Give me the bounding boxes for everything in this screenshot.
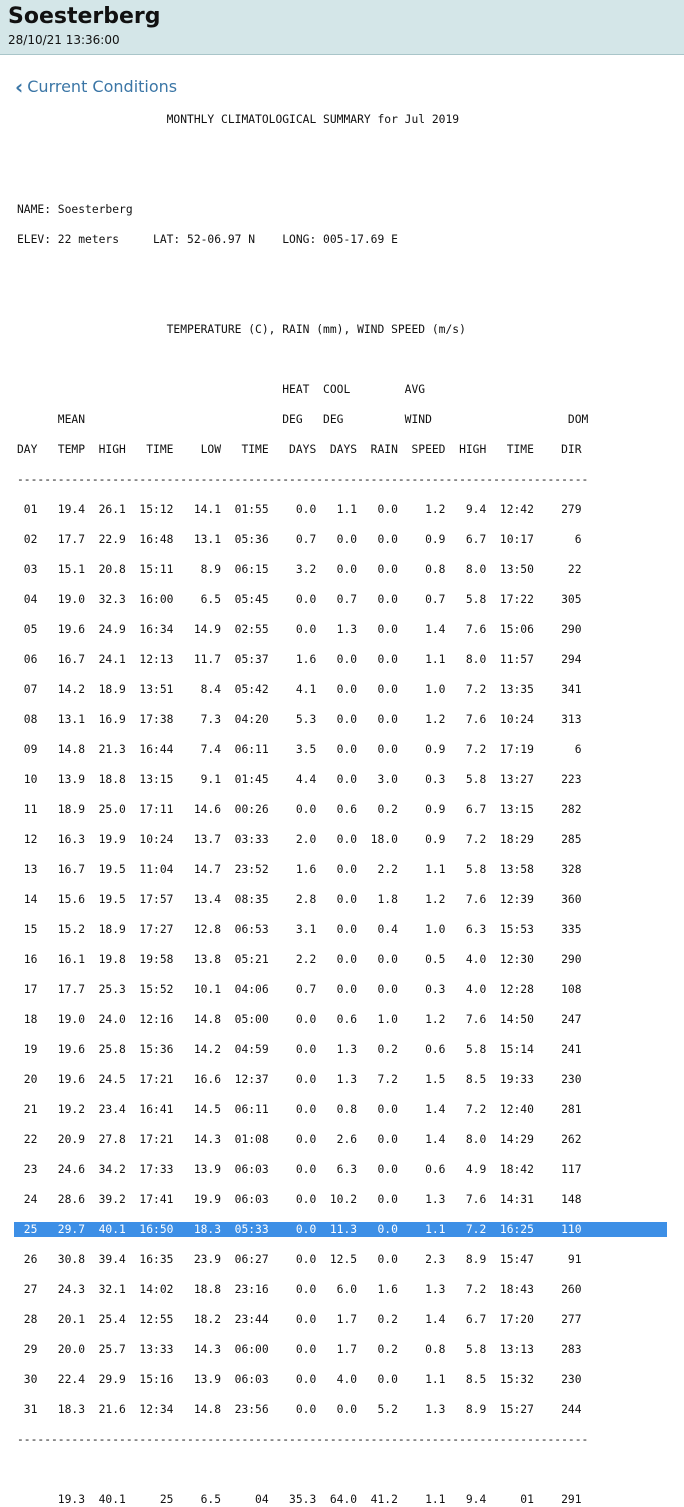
table-row: 15 15.2 18.9 17:27 12.8 06:53 3.1 0.0 0.4 1.0 6.3 15:53 335 bbox=[17, 923, 582, 936]
table-row: 17 17.7 25.3 15:52 10.1 04:06 0.7 0.0 0.0 0.3 4.0 12:28 108 bbox=[17, 983, 582, 996]
table-row: 25 29.7 40.1 16:50 18.3 05:33 0.0 11.3 0.0 1.1 7.2 16:25 110 bbox=[14, 1222, 667, 1237]
table-row: 10 13.9 18.8 13:15 9.1 01:45 4.4 0.0 3.0 0.3 5.8 13:27 223 bbox=[17, 773, 582, 786]
table-row: 31 18.3 21.6 12:34 14.8 23:56 0.0 0.0 5.2 1.3 8.9 15:27 244 bbox=[17, 1403, 582, 1416]
table-row: 04 19.0 32.3 16:00 6.5 05:45 0.0 0.7 0.0 0.7 5.8 17:22 305 bbox=[17, 593, 582, 606]
station-name: Soesterberg bbox=[8, 4, 161, 29]
table-row: 03 15.1 20.8 15:11 8.9 06:15 3.2 0.0 0.0 0.8 8.0 13:50 22 bbox=[17, 563, 582, 576]
table-row: 12 16.3 19.9 10:24 13.7 03:33 2.0 0.0 18.0 0.9 7.2 18:29 285 bbox=[17, 833, 582, 846]
report-title: MONTHLY CLIMATOLOGICAL SUMMARY for Jul 2019 bbox=[17, 113, 460, 126]
table-row: 14 15.6 19.5 17:57 13.4 08:35 2.8 0.0 1.8 1.2 7.6 12:39 360 bbox=[17, 893, 582, 906]
separator-bottom: ------------------------------------------------------------------------------------ bbox=[17, 1433, 589, 1446]
page-header bbox=[0, 0, 684, 55]
table-row: 29 20.0 25.7 13:33 14.3 06:00 0.0 1.7 0.2 0.8 5.8 13:13 283 bbox=[17, 1343, 582, 1356]
table-row: 19 19.6 25.8 15:36 14.2 04:59 0.0 1.3 0.2 0.6 5.8 15:14 241 bbox=[17, 1043, 582, 1056]
units-line: TEMPERATURE (C), RAIN (mm), WIND SPEED (m/s) bbox=[17, 323, 466, 336]
table-row: 13 16.7 19.5 11:04 14.7 23:52 1.6 0.0 2.2 1.1 5.8 13:58 328 bbox=[17, 863, 582, 876]
table-row: 05 19.6 24.9 16:34 14.9 02:55 0.0 1.3 0.0 1.4 7.6 15:06 290 bbox=[17, 623, 582, 636]
table-row: 06 16.7 24.1 12:13 11.7 05:37 1.6 0.0 0.0 1.1 8.0 11:57 294 bbox=[17, 653, 582, 666]
column-header-line-3: DAY TEMP HIGH TIME LOW TIME DAYS DAYS RAIN SPEED HIGH TIME DIR bbox=[17, 443, 582, 456]
separator-top: ------------------------------------------------------------------------------------ bbox=[17, 473, 589, 486]
back-link-label: Current Conditions bbox=[27, 77, 178, 96]
table-row: 28 20.1 25.4 12:55 18.2 23:44 0.0 1.7 0.2 1.4 6.7 17:20 277 bbox=[17, 1313, 582, 1326]
table-row: 20 19.6 24.5 17:21 16.6 12:37 0.0 1.3 7.2 1.5 8.5 19:33 230 bbox=[17, 1073, 582, 1086]
table-row: 22 20.9 27.8 17:21 14.3 01:08 0.0 2.6 0.0 1.4 8.0 14:29 262 bbox=[17, 1133, 582, 1146]
climate-summary-report bbox=[17, 112, 667, 1507]
back-to-current-conditions-link[interactable] bbox=[15, 74, 178, 99]
table-row: 11 18.9 25.0 17:11 14.6 00:26 0.0 0.6 0.2 0.9 6.7 13:15 282 bbox=[17, 803, 582, 816]
table-row: 09 14.8 21.3 16:44 7.4 06:11 3.5 0.0 0.0 0.9 7.2 17:19 6 bbox=[17, 743, 582, 756]
table-row: 21 19.2 23.4 16:41 14.5 06:11 0.0 0.8 0.0 1.4 7.2 12:40 281 bbox=[17, 1103, 582, 1116]
table-row: 07 14.2 18.9 13:51 8.4 05:42 4.1 0.0 0.0 1.0 7.2 13:35 341 bbox=[17, 683, 582, 696]
table-row: 23 24.6 34.2 17:33 13.9 06:03 0.0 6.3 0.0 0.6 4.9 18:42 117 bbox=[17, 1163, 582, 1176]
column-header-line-1: HEAT COOL AVG bbox=[17, 383, 426, 396]
table-row: 24 28.6 39.2 17:41 19.9 06:03 0.0 10.2 0.0 1.3 7.6 14:31 148 bbox=[17, 1193, 582, 1206]
table-row: 27 24.3 32.1 14:02 18.8 23:16 0.0 6.0 1.6 1.3 7.2 18:43 260 bbox=[17, 1283, 582, 1296]
table-row: 18 19.0 24.0 12:16 14.8 05:00 0.0 0.6 1.0 1.2 7.6 14:50 247 bbox=[17, 1013, 582, 1026]
column-header-line-2: MEAN DEG DEG WIND DOM bbox=[17, 413, 589, 426]
table-row: 30 22.4 29.9 15:16 13.9 06:03 0.0 4.0 0.0 1.1 8.5 15:32 230 bbox=[17, 1373, 582, 1386]
station-name-line: NAME: Soesterberg bbox=[17, 203, 133, 216]
table-row: 26 30.8 39.4 16:35 23.9 06:27 0.0 12.5 0.0 2.3 8.9 15:47 91 bbox=[17, 1253, 582, 1266]
table-row: 16 16.1 19.8 19:58 13.8 05:21 2.2 0.0 0.0 0.5 4.0 12:30 290 bbox=[17, 953, 582, 966]
table-row: 02 17.7 22.9 16:48 13.1 05:36 0.7 0.0 0.0 0.9 6.7 10:17 6 bbox=[17, 533, 582, 546]
table-row: 08 13.1 16.9 17:38 7.3 04:20 5.3 0.0 0.0 1.2 7.6 10:24 313 bbox=[17, 713, 582, 726]
station-elevation-line: ELEV: 22 meters LAT: 52-06.97 N LONG: 005-17.69 E bbox=[17, 233, 398, 246]
chevron-left-icon: ‹ bbox=[15, 74, 24, 99]
daily-rows bbox=[17, 502, 667, 1417]
totals-row: 19.3 40.1 25 6.5 04 35.3 64.0 41.2 1.1 9.4 01 291 bbox=[17, 1493, 582, 1506]
table-row: 01 19.4 26.1 15:12 14.1 01:55 0.0 1.1 0.0 1.2 9.4 12:42 279 bbox=[17, 503, 582, 516]
timestamp: 28/10/21 13:36:00 bbox=[8, 33, 120, 47]
